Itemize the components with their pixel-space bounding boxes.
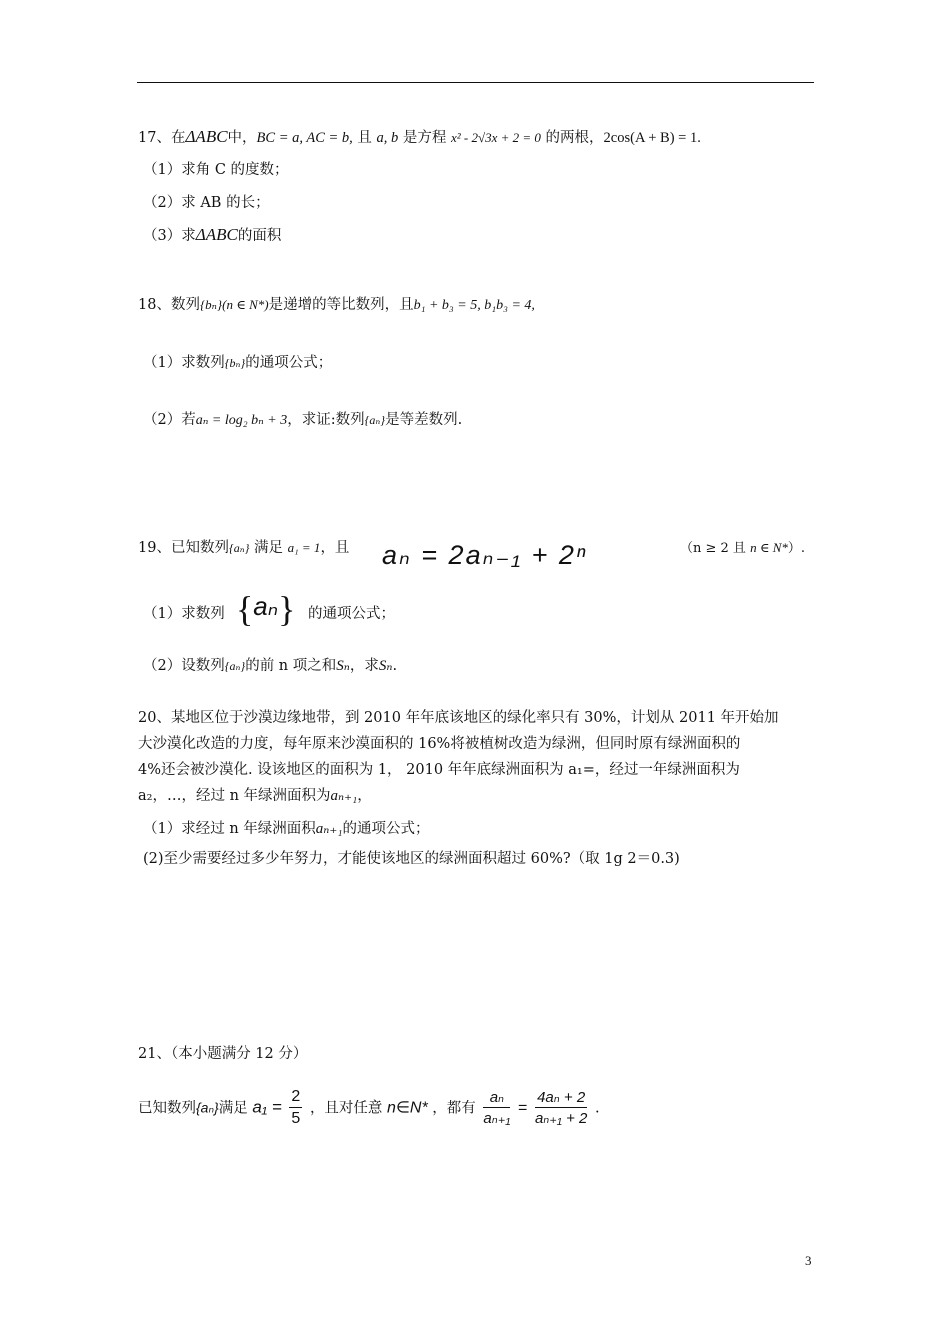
q20-line-4-suffix: ， [357, 788, 372, 804]
q20-line-3: 4%还会被沙漠化. 设该地区的面积为 1， 2010 年年底绿洲面积为 a₁=，经过一年绿洲面积为 [138, 762, 740, 778]
q19-item-2-sn-1: Sₙ [336, 658, 350, 674]
q17-item-3 [143, 226, 281, 244]
q18-item-1-prefix: （1）求数列 [143, 355, 225, 371]
q19-cond-suffix: ）. [787, 541, 806, 556]
q19-init: a₁ = 1 [287, 540, 321, 555]
q21-domain: n∈N* [387, 1099, 428, 1117]
q18-stem [138, 298, 535, 313]
q21-fraction-right [535, 1089, 587, 1128]
q18-item-1-suffix: 的通项公式； [245, 355, 333, 371]
q19-item-2-prefix: （2）设数列 [143, 658, 225, 674]
q18-condition: b₁ + b₃ = 5, b₁b₃ = 4, [413, 298, 535, 313]
q18-item-1-seq: {bₙ} [224, 356, 246, 370]
q17-ab: a, b [376, 130, 399, 146]
q19-item-2-mid: 的前 n 项之和 [245, 658, 337, 674]
q21-mid: 满足 [218, 1100, 248, 1117]
q19-item-1-seq [236, 588, 295, 630]
q18-item-2-suffix: 是等差数列. [385, 412, 463, 428]
q18-seq: {bₙ} [199, 297, 223, 312]
q17-number: 17、在 [138, 130, 186, 146]
q21-fraction-left [483, 1089, 510, 1128]
q19-cond-math: n ∈ N* [750, 540, 788, 555]
q21-equals: = [517, 1099, 528, 1117]
left-brace-icon: { [236, 589, 254, 629]
q17-item-3-prefix: （3）求 [143, 228, 196, 244]
q20-line-2: 大沙漠化改造的力度，每年原来沙漠面积的 16%将被植树改造为绿洲，但同时原有绿洲面积的 [138, 736, 741, 752]
q17-condition: BC = a, AC = b, [256, 130, 353, 146]
q19-cond-prefix: （n ≥ 2 且 [680, 541, 751, 556]
q21-intro: 已知数列 [138, 1100, 196, 1117]
header-rule [137, 82, 814, 83]
q17-cos-condition: 2cos(A + B) = 1. [603, 130, 701, 146]
q21-init-fraction [289, 1088, 302, 1129]
q17-item-3-math: ΔABC [195, 225, 238, 244]
q19-item-2-sn-2: Sₙ [378, 658, 393, 674]
q21-end: . [594, 1100, 600, 1117]
q21-frac1-den: aₙ₊₁ [483, 1110, 511, 1128]
q17-item-2: （2）求 AB 的长； [143, 195, 270, 211]
page-number: 3 [805, 1253, 812, 1268]
q17-roots-text: 是方程 [398, 130, 451, 146]
q19-and: ，且 [320, 540, 350, 556]
q21-frac1-num: aₙ [483, 1089, 510, 1108]
q21-mid2: ，且对任意 [309, 1100, 383, 1117]
q19-item-1-an: aₙ [253, 591, 279, 621]
q19-item-2-mid2: ，求 [349, 658, 379, 674]
q19-item-2 [143, 659, 397, 674]
q19-seq: {aₙ} [228, 541, 250, 555]
q20-item-1-suffix: 的通项公式； [342, 821, 430, 837]
q20-line-4-math: aₙ₊₁ [330, 788, 358, 804]
q18-number: 18、数列 [138, 297, 200, 313]
q21-stem [138, 1088, 600, 1129]
q18-intro-suffix: 是递增的等比数列，且 [268, 297, 414, 313]
q19-stem [138, 541, 349, 556]
q18-item-2-prefix: （2）若 [143, 412, 196, 428]
q20-item-1 [143, 822, 430, 837]
q19-mid: 满足 [249, 540, 288, 556]
q17-and: 且 [352, 130, 377, 146]
q17-triangle: ΔABC [185, 127, 228, 146]
q21-header: 21、（本小题满分 12 分） [138, 1046, 308, 1062]
q18-item-1 [143, 356, 332, 371]
q20-line-1: 20、某地区位于沙漠边缘地带，到 2010 年年底该地区的绿化率只有 30%，计划从 2011 年开始加 [138, 710, 779, 726]
q19-item-1-suffix: 的通项公式； [308, 606, 395, 622]
q21-seq: {aₙ} [196, 1099, 219, 1116]
q17-roots-suffix: 的两根， [540, 130, 604, 146]
q17-item-1: （1）求角 C 的度数； [143, 162, 289, 178]
q17-text: 中， [227, 130, 257, 146]
q18-item-2-mid: ，求证:数列 [287, 412, 365, 428]
q20-item-1-prefix: （1）求经过 n 年绿洲面积 [143, 821, 316, 837]
q18-item-2 [143, 413, 462, 428]
q21-init-num: 2 [289, 1088, 302, 1108]
q21-init-lhs: a₁ = [252, 1097, 282, 1117]
q20-line-4 [138, 789, 372, 804]
q19-condition [680, 541, 805, 555]
q21-mid3: ，都有 [432, 1100, 476, 1117]
q21-init-den: 5 [291, 1110, 301, 1128]
q17-item-3-suffix: 的面积 [237, 228, 282, 244]
q20-item-2: (2)至少需要经过多少年努力，才能使该地区的绿洲面积超过 60%?（取 1g 2＝0.3) [143, 851, 680, 867]
q17-stem [138, 128, 701, 146]
q19-recurrence: aₙ = 2aₙ₋₁ + 2ⁿ [382, 540, 588, 570]
q18-item-2-formula: aₙ = log₂ bₙ + 3 [195, 413, 288, 428]
q21-frac2-num: 4aₙ + 2 [535, 1089, 587, 1108]
q17-equation: x² - 2√3x + 2 = 0 [450, 130, 541, 145]
q18-domain: (n ∈ N*) [222, 297, 269, 312]
q18-item-2-seq: {aₙ} [364, 413, 386, 427]
q21-frac2-den: aₙ₊₁ + 2 [534, 1110, 588, 1128]
q19-item-1 [143, 607, 225, 622]
q19-item-2-end: . [392, 658, 398, 674]
q19-item-2-seq: {aₙ} [224, 659, 246, 673]
q20-item-1-math: aₙ₊₁ [315, 821, 343, 837]
q19-item-1-prefix: （1）求数列 [143, 606, 225, 622]
q19-number: 19、已知数列 [138, 540, 229, 556]
q20-line-4-prefix: a₂，…，经过 n 年绿洲面积为 [138, 788, 331, 804]
right-brace-icon: } [278, 589, 296, 629]
